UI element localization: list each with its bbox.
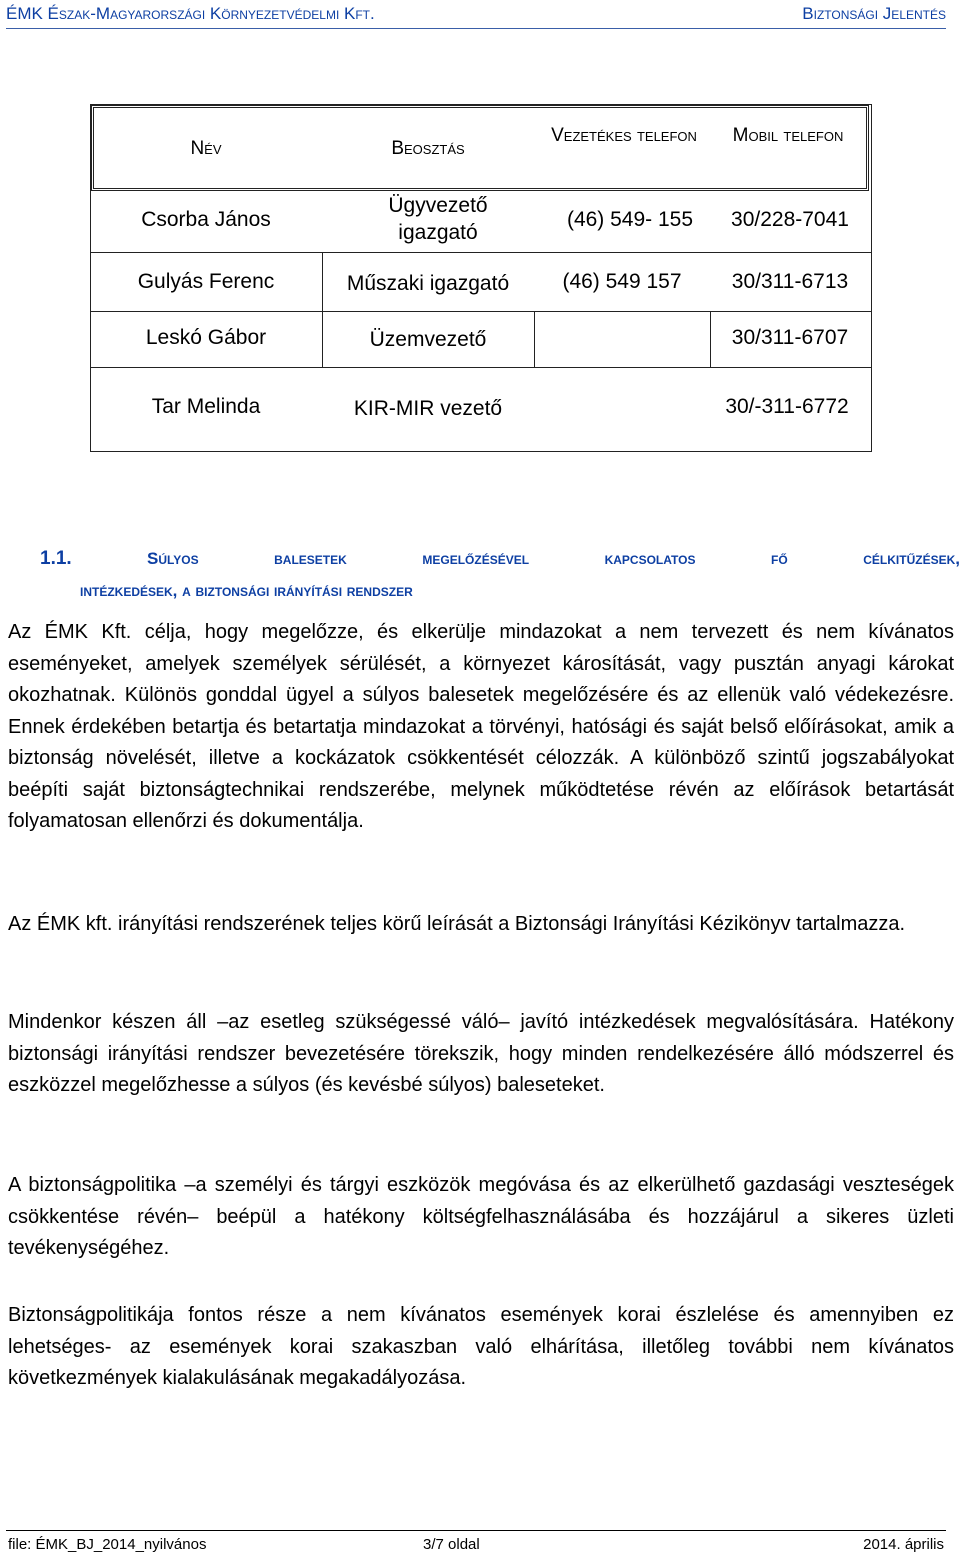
header-position: Beosztás [391, 138, 465, 159]
section-title-line2: intézkedések, a biztonsági irányítási rendszer [80, 581, 413, 600]
row-divider [91, 367, 871, 368]
table-cell-mobile: 30/311-6713 [731, 270, 849, 293]
row-divider [91, 252, 871, 253]
table-cell-mobile: 30/228-7041 [731, 208, 849, 231]
row-divider [91, 311, 871, 312]
table-cell-position: Műszaki igazgató [346, 272, 510, 295]
table-cell-position: KIR-MIR vezető [353, 397, 503, 420]
table-cell-mobile: 30/311-6707 [731, 326, 849, 349]
paragraph: Az ÉMK Kft. célja, hogy megelőzze, és elkerülje mindazokat a nem tervezett és nem kívánatos eseményeket, amelyek személyek sérülését, a környezet károsítását, vagy pusztán anyagi károkat okozhatnak. Különös gonddal ügyel a súlyos balesetek megelőzésére és az ellenük való védekezésre. Ennek érdekében betartja és betartatja mindazokat a törvényi, hatósági és saját belső előírásokat, amik a biztonság növelését, illetve a kockázatok csökkentését célozzák. A különböző szintű jogszabályokat beépíti saját biztonságtechnikai rendszerébe, melynek működtetése révén az előírások betartását folyamatosan ellenőrzi és dokumentálja. [8, 621, 954, 832]
header-landline: Vezetékes telefon [551, 125, 697, 146]
section-number: 1.1. [40, 548, 72, 569]
footer-date: 2014. április [863, 1536, 944, 1553]
footer-rule [6, 1530, 946, 1531]
table-cell-position: Ügyvezető igazgató [388, 194, 488, 244]
paragraph: Mindenkor készen áll –az esetleg szükségessé váló– javító intézkedések megvalósítására. Hatékony biztonsági irányítási rendszer bevezetésére törekszik, hogy minden rendelkezésére álló módszerrel és eszközzel megelőzhesse a súlyos (és kevésbé súlyos) baleseteket. [8, 1011, 954, 1096]
footer-page: 3/7 oldal [423, 1536, 480, 1553]
header-mobile: Mobil telefon [732, 125, 844, 146]
table-cell-name: Tar Melinda [151, 395, 261, 418]
column-divider [534, 311, 535, 367]
paragraph: Az ÉMK kft. irányítási rendszerének teljes körű leírását a Biztonsági Irányítási Kézikönyv tartalmazza. [8, 913, 906, 935]
header-rule [6, 28, 946, 29]
column-divider [710, 311, 711, 367]
header-name: Név [190, 138, 222, 159]
table-cell-name: Leskó Gábor [145, 326, 267, 349]
table-cell-position: Üzemvezető [369, 328, 487, 351]
table-cell-mobile: 30/-311-6772 [725, 395, 849, 418]
table-cell-name: Csorba János [141, 208, 271, 231]
footer-file: file: ÉMK_BJ_2014_nyilvános [8, 1536, 207, 1553]
table-cell-landline: (46) 549- 155 [566, 208, 694, 231]
header-document-title: Biztonsági Jelentés [802, 4, 946, 23]
contacts-table [90, 104, 872, 452]
header-company-title: ÉMK Észak-Magyarországi Környezetvédelmi Kft. [6, 4, 375, 23]
table-cell-landline: (46) 549 157 [562, 270, 682, 293]
table-cell-name: Gulyás Ferenc [137, 270, 275, 293]
paragraph: A biztonságpolitika –a személyi és tárgyi eszközök megóvása és az elkerülhető gazdasági veszteségek csökkentése révén– beépül a hatékony költségfelhasználásába és hozzájárul a sikeres üzleti tevékenységéhez. [8, 1174, 954, 1259]
paragraph: Biztonságpolitikája fontos része a nem kívánatos események korai észlelése és amennyiben ez lehetséges- az események korai szakaszban való elhárítása, illetőleg további nem kívánatos következmények kialakulásának megakadályozása. [8, 1304, 954, 1389]
section-title-line1: Súlyos balesetek megelőzésével kapcsolatos fő célkitűzések, [147, 549, 960, 568]
